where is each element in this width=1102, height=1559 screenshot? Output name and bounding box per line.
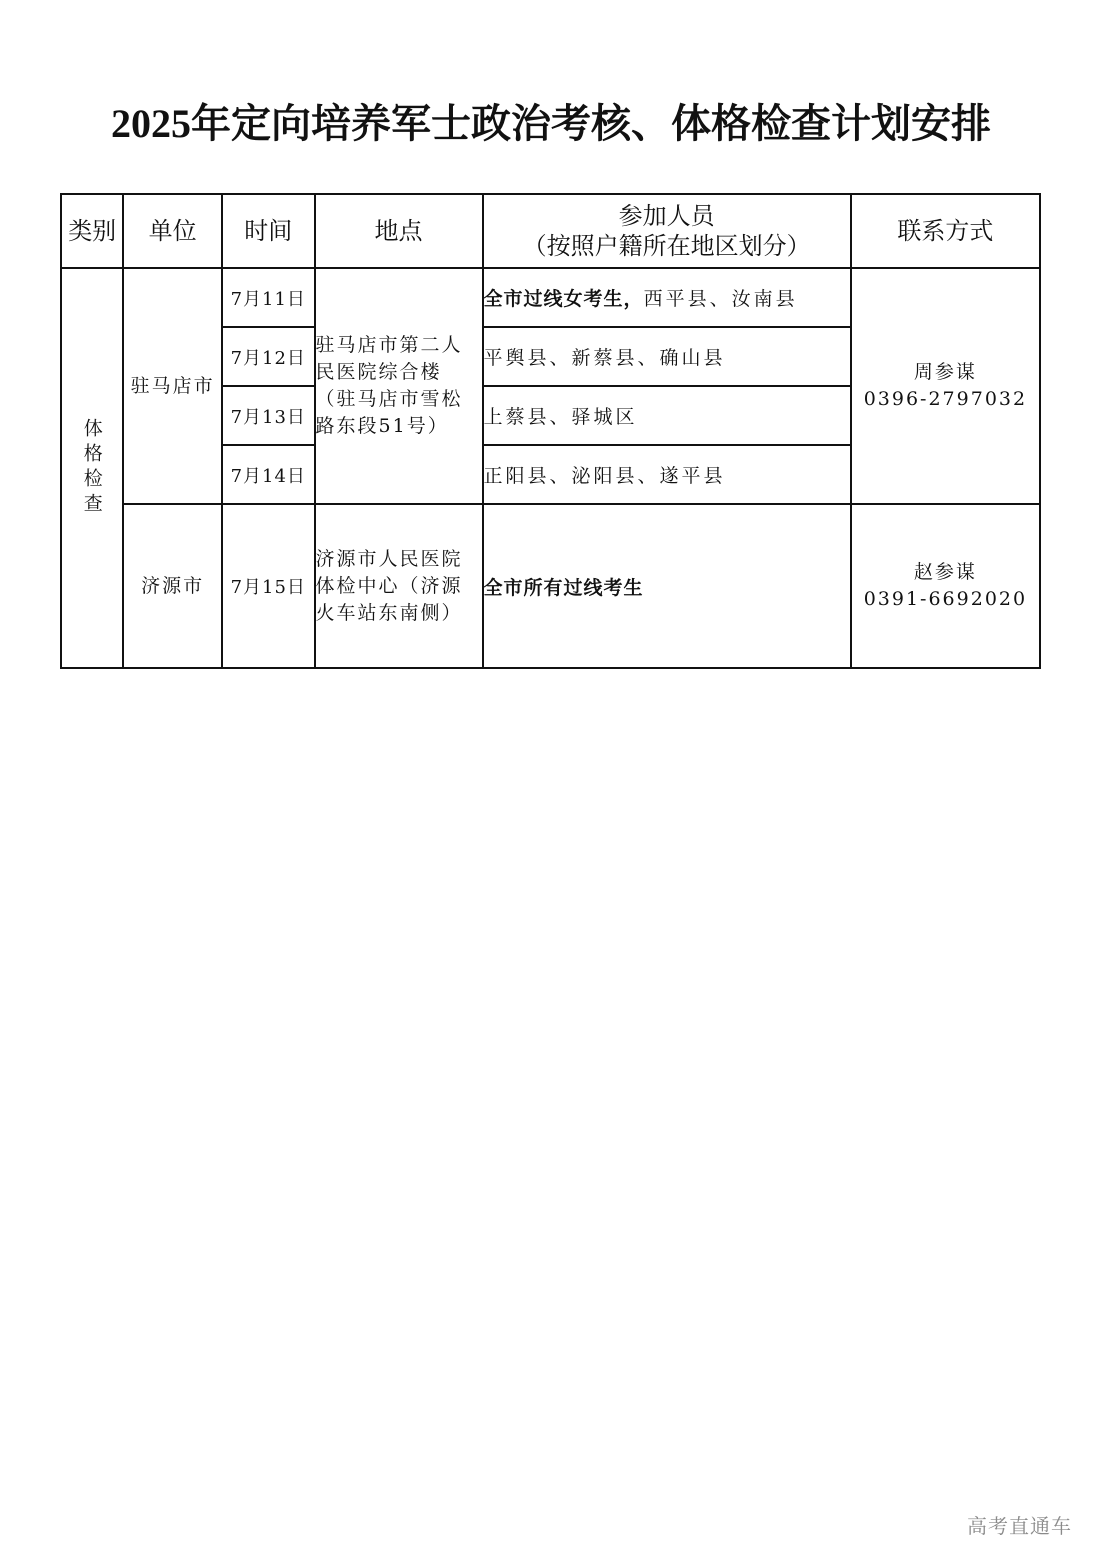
contact-name: 赵参谋 [913,561,977,583]
table-row [61,268,1040,327]
page-title: 2025年定向培养军士政治考核、体格检查计划安排 [111,101,991,146]
table-header-row [61,194,1040,268]
participants-cell: 平舆县、新蔡县、确山县 [483,327,851,386]
table-row [61,504,1040,668]
unit-cell-jiyuan: 济源市 [123,504,222,668]
header-category: 类别 [61,194,123,268]
date-cell: 7月11日 [222,268,315,327]
participants-cell [483,504,851,668]
contact-cell-jiyuan [851,504,1040,668]
participants-bold: 全市过线女考生， [483,288,644,310]
header-unit: 单位 [123,194,222,268]
participants-text: 西平县、汝南县 [643,288,798,310]
participants-cell: 正阳县、泌阳县、遂平县 [483,445,851,504]
header-location: 地点 [315,194,483,268]
category-label: 体格检查 [80,418,103,518]
contact-name: 周参谋 [913,361,977,383]
participants-cell: 上蔡县、驿城区 [483,386,851,445]
contact-cell-zhumadian [851,268,1040,504]
watermark: 高考直通车 [967,1514,1072,1538]
date-cell: 7月15日 [222,504,315,668]
contact-phone: 0391-6692020 [863,588,1028,610]
header-participants-line2: （按照户籍所在地区划分） [522,232,811,260]
header-time: 时间 [222,194,315,268]
category-cell [61,268,123,668]
schedule-table [60,193,1041,669]
unit-cell-zhumadian: 驻马店市 [123,268,222,504]
header-participants-line1: 参加人员 [618,202,715,230]
date-cell: 7月12日 [222,327,315,386]
contact-phone: 0396-2797032 [863,388,1028,410]
header-participants [483,194,851,268]
date-cell: 7月13日 [222,386,315,445]
location-cell-zhumadian: 驻马店市第二人民医院综合楼（驻马店市雪松路东段51号） [315,268,483,504]
date-cell: 7月14日 [222,445,315,504]
participants-cell [483,268,851,327]
participants-bold: 全市所有过线考生 [483,576,644,599]
header-contact: 联系方式 [851,194,1040,268]
location-cell-jiyuan: 济源市人民医院体检中心（济源火车站东南侧） [315,504,483,668]
